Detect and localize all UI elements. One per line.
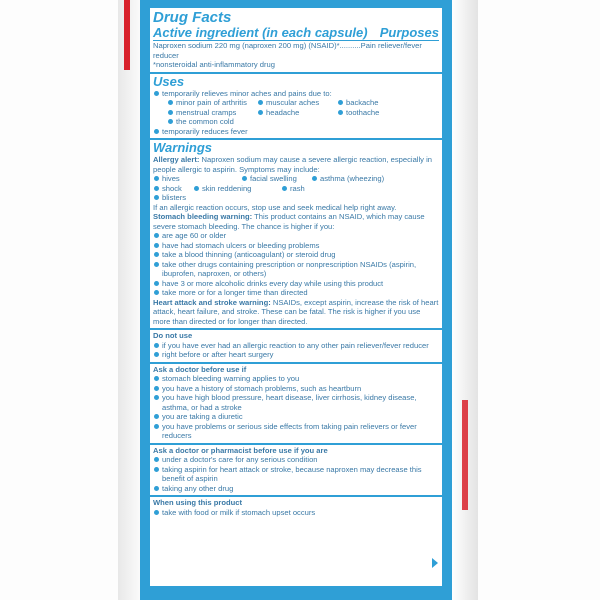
uses-heading: Uses: [153, 73, 185, 89]
purposes-heading: Purposes: [379, 25, 439, 40]
ask-doctor-section: [150, 364, 442, 445]
leader-dots: ..........: [339, 41, 361, 50]
box-left-edge: [118, 0, 140, 600]
continue-arrow-icon: [432, 558, 438, 568]
heart-warning: [153, 298, 439, 327]
red-stripe: [124, 0, 130, 70]
bleeding-item: have 3 or more alcoholic drinks every day while using this product: [153, 279, 439, 289]
bleeding-label: Stomach bleeding warning:: [153, 212, 253, 221]
do-not-use-section: [150, 330, 442, 364]
allergy-item: facial swelling: [241, 174, 311, 184]
box-right-edge: [452, 0, 478, 600]
bleeding-item: take more or for a longer time than directed: [153, 288, 439, 298]
use-item: muscular aches: [257, 98, 337, 108]
drug-facts-panel: [140, 0, 452, 600]
allergy-item: shock: [153, 184, 193, 194]
when-using-heading: When using this product: [153, 498, 243, 507]
ask-pharmacist-section: [150, 445, 442, 498]
active-ingredient-heading: Active ingredient (in each capsule): [153, 25, 368, 40]
do-not-use-item: if you have ever had an allergic reaction to any other pain reliever/fever reducer: [153, 341, 439, 351]
red-stripe: [462, 400, 468, 510]
ask-doctor-item: you have high blood pressure, heart disease, liver cirrhosis, kidney disease, asthma, or had a stroke: [153, 393, 439, 412]
use-item: headache: [257, 108, 337, 118]
allergy-grid: [153, 174, 439, 203]
use-item: toothache: [337, 108, 407, 118]
when-using-section: [150, 497, 442, 519]
when-using-item: take with food or milk if stomach upset occurs: [153, 508, 439, 518]
ask-doctor-item: you are taking a diuretic: [153, 412, 439, 422]
ask-pharmacist-item: under a doctor's care for any serious condition: [153, 455, 439, 465]
allergy-item: blisters: [153, 193, 245, 203]
ask-pharmacist-item: taking any other drug: [153, 484, 439, 494]
nsaid-footnote: *nonsteroidal anti-inflammatory drug: [153, 60, 275, 69]
ask-doctor-heading: Ask a doctor before use if: [153, 364, 247, 374]
uses-section: [150, 74, 442, 141]
do-not-use-heading: Do not use: [153, 331, 193, 340]
uses-fever: temporarily reduces fever: [153, 127, 439, 137]
bleeding-item: have had stomach ulcers or bleeding problems: [153, 241, 439, 251]
warnings-heading: Warnings: [153, 140, 212, 155]
use-item: the common cold: [167, 117, 257, 127]
heart-text: NSAIDs, except aspirin, increase the risk of heart attack, heart failure, and stroke. These can be fatal. The risk is higher if you use more than directed or for longer than directed.: [153, 297, 439, 326]
heart-label: Heart attack and stroke warning:: [153, 297, 271, 307]
allergy-item: asthma (wheezing): [311, 174, 403, 184]
allergy-label: Allergy alert:: [153, 155, 200, 164]
drug-facts-label: [148, 6, 444, 588]
active-header-row: [153, 26, 439, 41]
allergy-after: If an allergic reaction occurs, stop use and seek medical help right away.: [153, 202, 397, 212]
drug-facts-title: Drug Facts: [153, 9, 232, 26]
active-ingredient-line: [153, 41, 439, 60]
use-item: minor pain of arthritis: [167, 98, 257, 108]
bleeding-text: This product contains an NSAID, which may cause severe stomach bleeding. The chance is higher if you:: [153, 212, 425, 231]
panel-bottom-band: [140, 594, 452, 600]
ask-pharmacist-heading: Ask a doctor or pharmacist before use if you are: [153, 445, 328, 455]
bleeding-item: are age 60 or older: [153, 231, 439, 241]
do-not-use-item: right before or after heart surgery: [153, 350, 439, 360]
warnings-section: [150, 140, 442, 330]
active-ingredient-section: [150, 8, 442, 74]
uses-grid: [153, 98, 439, 127]
ask-doctor-item: stomach bleeding warning applies to you: [153, 374, 439, 384]
allergy-item: skin reddening: [193, 184, 281, 194]
use-item: menstrual cramps: [167, 108, 257, 118]
allergy-item: hives: [153, 174, 241, 184]
bleeding-item: take other drugs containing prescription or nonprescription NSAIDs (aspirin, ibuprofen, naproxen, or others): [153, 260, 439, 279]
bleeding-item: take a blood thinning (anticoagulant) or steroid drug: [153, 250, 439, 260]
allergy-alert: [153, 155, 439, 174]
uses-intro: temporarily relieves minor aches and pains due to:: [153, 89, 439, 99]
ask-pharmacist-item: taking aspirin for heart attack or stroke, because naproxen may decrease this benefit of aspirin: [153, 465, 439, 484]
ask-doctor-item: you have a history of stomach problems, such as heartburn: [153, 384, 439, 394]
purpose-text: Pain reliever/fever reducer: [153, 41, 422, 60]
bleeding-warning: [153, 212, 439, 231]
allergy-item: rash: [281, 184, 351, 194]
active-ingredient-text: Naproxen sodium 220 mg (naproxen 200 mg) (NSAID)*: [153, 41, 340, 50]
ask-doctor-item: you have problems or serious side effects from taking pain relievers or fever reducers: [153, 422, 439, 441]
allergy-text: Naproxen sodium may cause a severe allergic reaction, especially in people allergic to aspirin. Symptoms may include:: [153, 155, 433, 174]
use-item: backache: [337, 98, 407, 108]
